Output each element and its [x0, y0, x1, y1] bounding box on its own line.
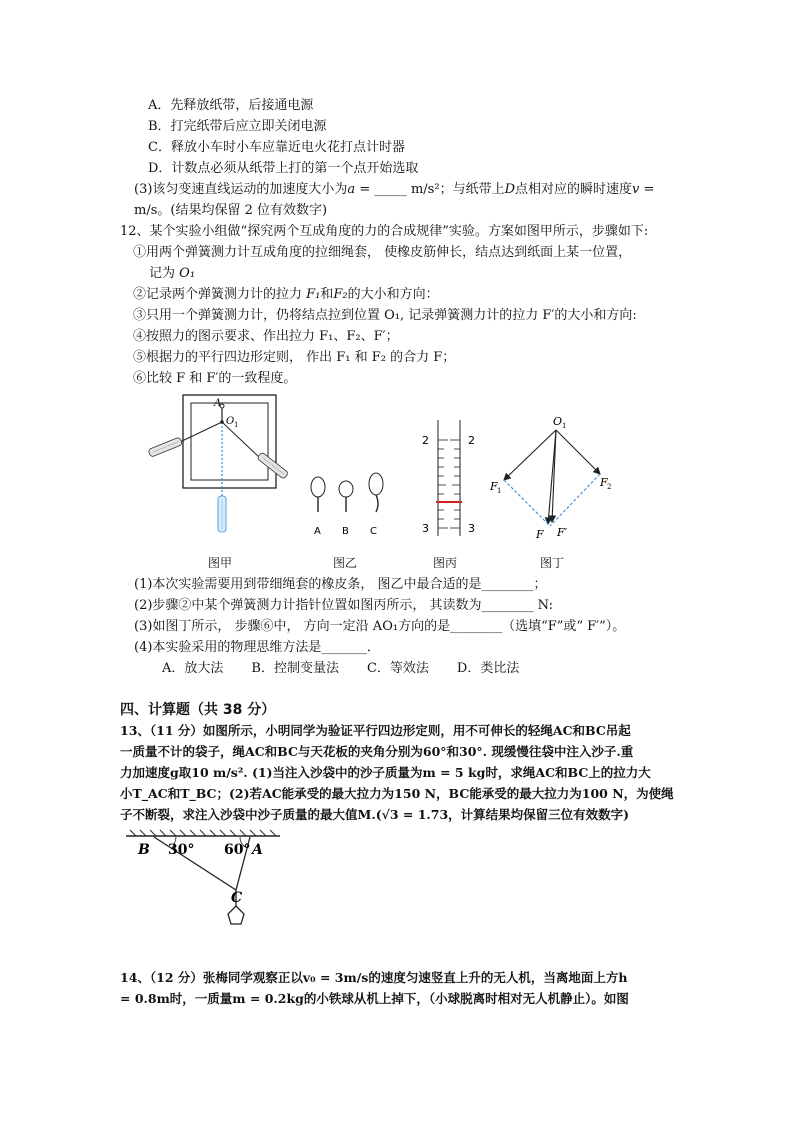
q12-option-c: C．等效法	[366, 661, 429, 676]
caption-yi: 图乙	[333, 556, 358, 570]
q13-line1: 13、（11 分）如图所示，小明同学为验证平行四边形定则，用不可伸长的轻绳AC和BC吊起	[120, 723, 631, 738]
q14-line1: 14、（12 分）张梅同学观察正以v₀ = 3m/s的速度匀速竖直上升的无人机，当离地面上方h	[120, 970, 628, 985]
q13-line4: 小T_AC和T_BC；(2)若AC能承受的最大拉力为150 N，BC能承受的最大拉力为100 N，为使绳	[120, 786, 674, 801]
q12-part1: (1)本次实验需要用到带细绳套的橡皮条， 图乙中最合适的是________；	[134, 577, 547, 592]
figure-q13-label-30: 30°	[168, 842, 195, 858]
figure-q13-label-c: C	[231, 890, 243, 906]
figure-bing-tick-2-right: 2	[468, 434, 475, 447]
figure-ding-label-f: F	[536, 528, 544, 541]
figure-bing-tick-3-right: 3	[468, 522, 475, 535]
q11-part3-line2: m/s。(结果均保留 2 位有效数字)	[134, 203, 328, 218]
figure-q13-label-60: 60°	[224, 842, 251, 858]
section-heading-calculation: 四、计算题（共 38 分）	[120, 702, 276, 718]
q12-step4: ④按照力的图示要求、作出拉力 F₁、F₂、F′；	[133, 329, 399, 344]
figure-ding-label-f1: F	[490, 480, 498, 493]
q12-option-a: A．放大法	[162, 661, 224, 676]
q12-option-b: B．控制变量法	[251, 661, 339, 676]
figure-jia-label-a: A	[214, 398, 222, 409]
q12-step6: ⑥比较 F 和 F′的一致程度。	[133, 371, 297, 386]
q13-line5: 子不断裂，求注入沙袋中沙子质量的最大值M.(√3 = 1.73，计算结果均保留三位有效数字)	[120, 807, 630, 822]
q13-line2: 一质量不计的袋子，绳AC和BC与天花板的夹角分别为60°和30°. 现缓慢往袋中注入沙子.重	[120, 744, 634, 759]
q12-step1: ①用两个弹簧测力计互成角度的拉细绳套， 使橡皮筋伸长，结点达到纸面上某一位置，	[133, 245, 632, 260]
figure-q13-label-b: B	[138, 842, 150, 858]
q12-step3: ③只用一个弹簧测力计，仍将结点拉到位置 O₁, 记录弹簧测力计的拉力 F′的大小和方向:	[133, 308, 637, 323]
caption-jia: 图甲	[208, 556, 233, 570]
figure-q13-ceiling	[124, 828, 284, 940]
figure-ding-label-o: O	[553, 415, 563, 428]
figure-jia-label-o: O	[226, 416, 235, 427]
figure-jia	[140, 390, 300, 550]
q11-option-b: B．打完纸带后应立即关闭电源	[148, 119, 327, 134]
q12-option-d: D．类比法	[456, 661, 520, 676]
figure-ding-label-o-sub: 1	[562, 422, 567, 430]
figure-ding-label-f1-sub: 1	[497, 487, 502, 495]
figure-ding	[486, 410, 626, 545]
caption-bing: 图丙	[433, 556, 458, 570]
figure-yi-label-c: C	[370, 526, 377, 537]
q14-line2: = 0.8m时，一质量m = 0.2kg的小铁球从机上掉下，（小球脱离时相对无人机静止）。如图	[120, 991, 629, 1006]
figure-jia-label-o-sub: 1	[234, 421, 239, 429]
q13-line3: 力加速度g取10 m/s². (1)当注入沙袋中的沙子质量为m = 5 kg时，求绳AC和BC上的拉力大	[120, 765, 651, 780]
figure-yi-label-a: A	[314, 526, 321, 537]
q12-part3: (3)如图丁所示， 步骤⑥中， 方向一定沿 AO₁方向的是________（选填“F”或“ F′”）。	[134, 619, 626, 634]
q11-option-d: D．计数点必须从纸带上打的第一个点开始选取	[148, 161, 419, 176]
figure-bing	[414, 418, 484, 543]
q12-part4-options	[162, 660, 547, 678]
q12-intro: 12、某个实验小组做“探究两个互成角度的力的合成规律”实验。方案如图甲所示，步骤如下:	[120, 224, 649, 239]
figure-ding-label-f2: F	[600, 476, 608, 489]
q12-part2: (2)步骤②中某个弹簧测力计指针位置如图丙所示， 其读数为________ N:	[134, 598, 553, 613]
q11-option-c: C．释放小车时小车应靠近电火花打点计时器	[148, 140, 405, 155]
q12-step5: ⑤根据力的平行四边形定则， 作出 F₁ 和 F₂ 的合力 F；	[133, 350, 456, 365]
figure-bing-tick-3-left: 3	[422, 522, 429, 535]
q11-option-a: A．先释放纸带，后接通电源	[148, 98, 314, 113]
figure-ding-label-fprime: F′	[557, 526, 568, 539]
figure-ding-label-f2-sub: 2	[607, 483, 612, 491]
q11-part3-line1: (3)该匀变速直线运动的加速度大小为a = _____ m/s²；与纸带上D点相对应的瞬时速度v =	[134, 182, 655, 197]
figure-yi	[306, 472, 386, 542]
q12-step1-cont: 记为 O₁	[149, 266, 196, 281]
figure-q13-label-a: A	[252, 842, 263, 858]
caption-ding: 图丁	[540, 556, 565, 570]
q12-part4: (4)本实验采用的物理思维方法是_______．	[134, 640, 380, 655]
figure-bing-tick-2-left: 2	[422, 434, 429, 447]
q12-step2: ②记录两个弹簧测力计的拉力 F₁和F₂的大小和方向：	[133, 287, 439, 302]
figure-yi-label-b: B	[342, 526, 349, 537]
